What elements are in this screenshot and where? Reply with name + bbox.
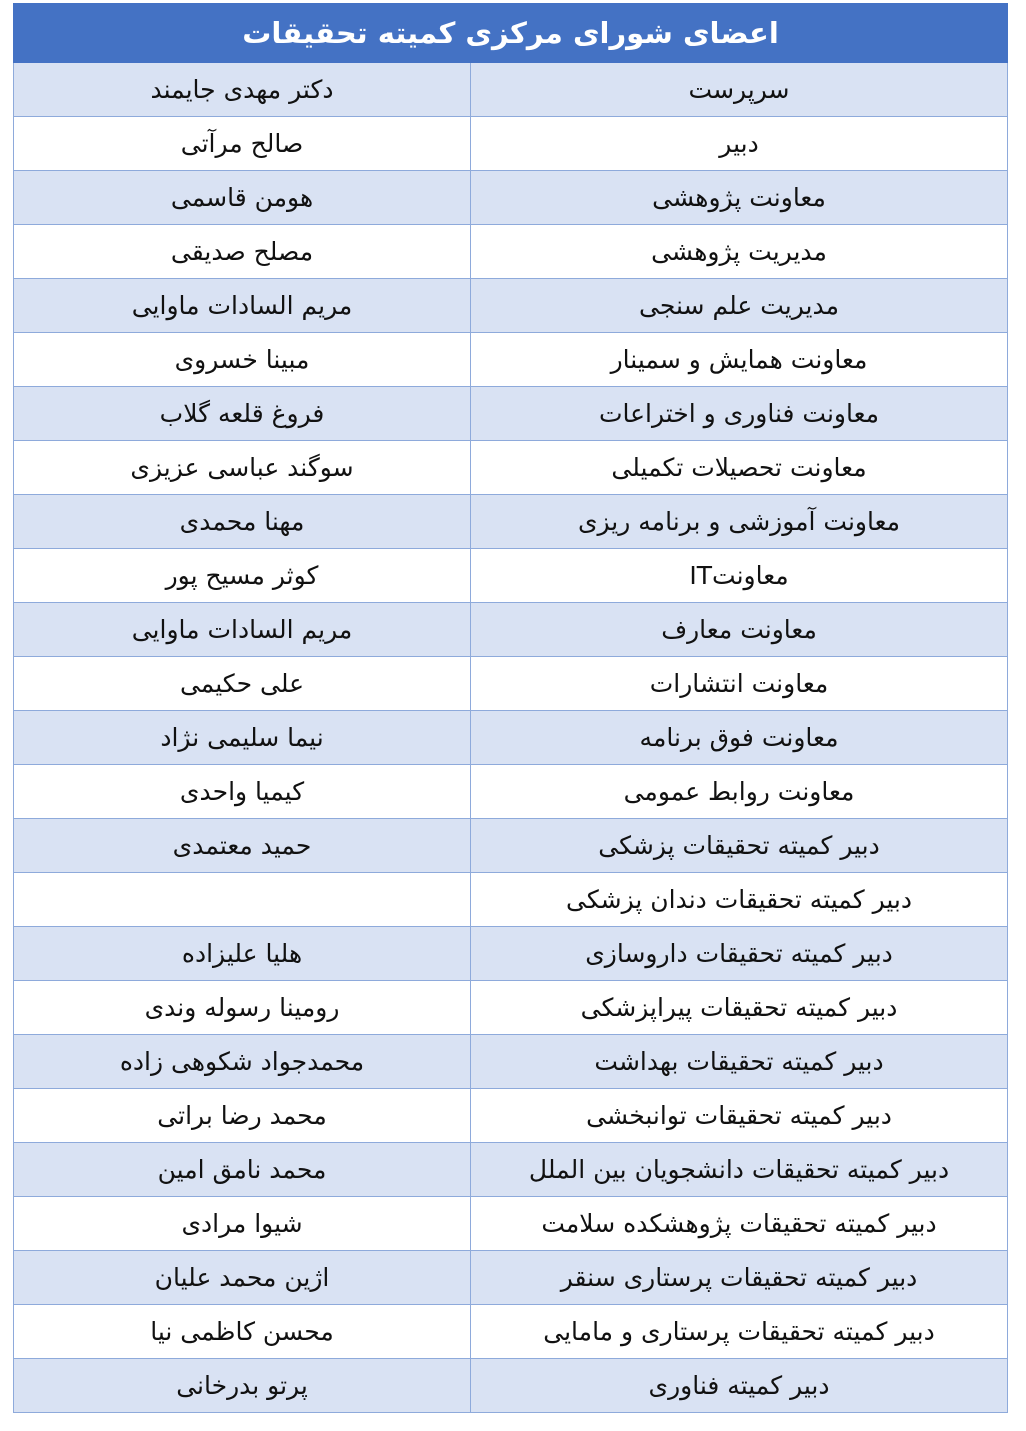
table-row	[14, 1035, 1008, 1089]
table-row	[14, 657, 1008, 711]
role-cell: معاونت روابط عمومی	[471, 765, 1008, 819]
table-row	[14, 63, 1008, 117]
table-row	[14, 333, 1008, 387]
table-row	[14, 1089, 1008, 1143]
table-row	[14, 495, 1008, 549]
member-name-cell: صالح مرآتی	[14, 117, 471, 171]
role-cell: دبیر کمیته تحقیقات پژوهشکده سلامت	[471, 1197, 1008, 1251]
table-row	[14, 1251, 1008, 1305]
table-body	[14, 63, 1008, 1413]
table-row	[14, 441, 1008, 495]
table-row	[14, 927, 1008, 981]
role-cell: مدیریت پژوهشی	[471, 225, 1008, 279]
role-cell: معاونت تحصیلات تکمیلی	[471, 441, 1008, 495]
member-name-cell: هومن قاسمی	[14, 171, 471, 225]
member-name-cell	[14, 873, 471, 927]
member-name-cell: مریم السادات ماوایی	[14, 279, 471, 333]
member-name-cell: پرتو بدرخانی	[14, 1359, 471, 1413]
role-cell: دبیر کمیته فناوری	[471, 1359, 1008, 1413]
table-row	[14, 387, 1008, 441]
table-row	[14, 603, 1008, 657]
member-name-cell: علی حکیمی	[14, 657, 471, 711]
role-cell: مدیریت علم سنجی	[471, 279, 1008, 333]
table-row	[14, 1305, 1008, 1359]
member-name-cell: محمد نامق امین	[14, 1143, 471, 1197]
role-cell: معاونت فناوری و اختراعات	[471, 387, 1008, 441]
table-row	[14, 279, 1008, 333]
role-cell: دبیر کمیته تحقیقات پرستاری سنقر	[471, 1251, 1008, 1305]
table-row	[14, 765, 1008, 819]
role-cell: معاونت پژوهشی	[471, 171, 1008, 225]
member-name-cell: حمید معتمدی	[14, 819, 471, 873]
table-row	[14, 819, 1008, 873]
role-cell: دبیر کمیته تحقیقات داروسازی	[471, 927, 1008, 981]
council-members-table	[13, 3, 1008, 1413]
table-row	[14, 711, 1008, 765]
role-cell: معاونت معارف	[471, 603, 1008, 657]
member-name-cell: شیوا مرادی	[14, 1197, 471, 1251]
member-name-cell: کیمیا واحدی	[14, 765, 471, 819]
role-cell: معاونتIT	[471, 549, 1008, 603]
member-name-cell: مریم السادات ماوایی	[14, 603, 471, 657]
member-name-cell: رومینا رسوله وندی	[14, 981, 471, 1035]
table-title: اعضای شورای مرکزی کمیته تحقیقات	[14, 4, 1008, 63]
table-row	[14, 171, 1008, 225]
role-cell: دبیر کمیته تحقیقات توانبخشی	[471, 1089, 1008, 1143]
table-header-row	[14, 4, 1008, 63]
table-row	[14, 1359, 1008, 1413]
member-name-cell: اژین محمد علیان	[14, 1251, 471, 1305]
role-cell: دبیر کمیته تحقیقات بهداشت	[471, 1035, 1008, 1089]
role-cell: دبیر کمیته تحقیقات پزشکی	[471, 819, 1008, 873]
table-row	[14, 117, 1008, 171]
table-row	[14, 549, 1008, 603]
role-cell: سرپرست	[471, 63, 1008, 117]
role-cell: دبیر کمیته تحقیقات پرستاری و مامایی	[471, 1305, 1008, 1359]
member-name-cell: هلیا علیزاده	[14, 927, 471, 981]
role-cell: معاونت آموزشی و برنامه ریزی	[471, 495, 1008, 549]
member-name-cell: دکتر مهدی جایمند	[14, 63, 471, 117]
member-name-cell: محمد رضا براتی	[14, 1089, 471, 1143]
table-row	[14, 981, 1008, 1035]
role-cell: معاونت انتشارات	[471, 657, 1008, 711]
role-cell: معاونت فوق برنامه	[471, 711, 1008, 765]
role-cell: دبیر کمیته تحقیقات پیراپزشکی	[471, 981, 1008, 1035]
member-name-cell: مصلح صدیقی	[14, 225, 471, 279]
member-name-cell: سوگند عباسی عزیزی	[14, 441, 471, 495]
role-cell: معاونت همایش و سمینار	[471, 333, 1008, 387]
member-name-cell: مبینا خسروی	[14, 333, 471, 387]
table-row	[14, 1143, 1008, 1197]
table-row	[14, 225, 1008, 279]
member-name-cell: محمدجواد شکوهی زاده	[14, 1035, 471, 1089]
member-name-cell: کوثر مسیح پور	[14, 549, 471, 603]
member-name-cell: محسن کاظمی نیا	[14, 1305, 471, 1359]
table-row	[14, 1197, 1008, 1251]
member-name-cell: فروغ قلعه گلاب	[14, 387, 471, 441]
role-cell: دبیر کمیته تحقیقات دانشجویان بین الملل	[471, 1143, 1008, 1197]
member-name-cell: مهنا محمدی	[14, 495, 471, 549]
table-row	[14, 873, 1008, 927]
member-name-cell: نیما سلیمی نژاد	[14, 711, 471, 765]
role-cell: دبیر	[471, 117, 1008, 171]
role-cell: دبیر کمیته تحقیقات دندان پزشکی	[471, 873, 1008, 927]
